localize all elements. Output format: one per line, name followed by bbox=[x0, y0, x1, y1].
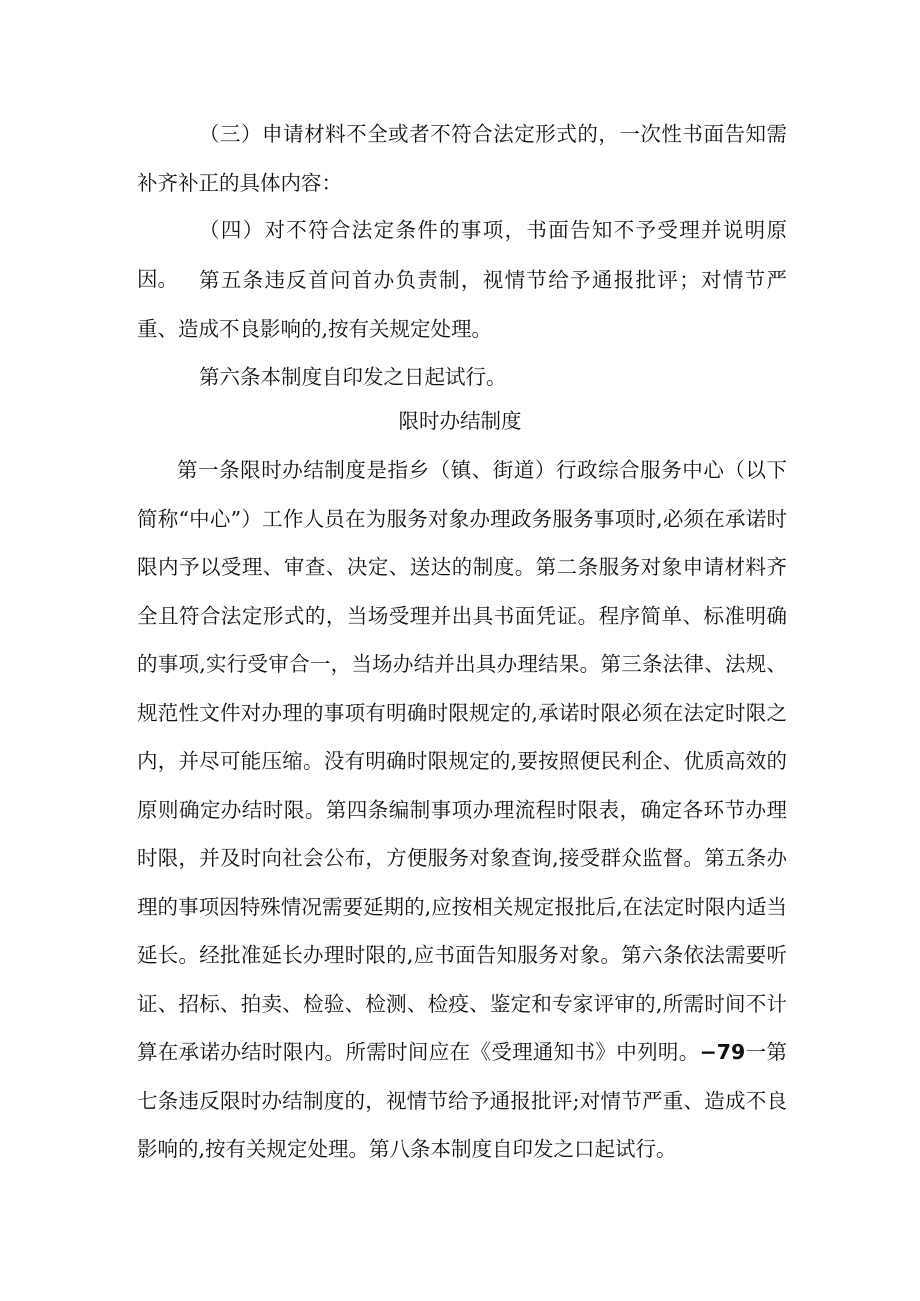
section-title: 限时办结制度 bbox=[398, 409, 522, 433]
paragraph-item-4: （四）对不符合法定条件的事项，书面告知不予受理并说明原因。 bbox=[137, 218, 787, 291]
paragraph-item-3: （三）申请材料不全或者不符合法定形式的，一次性书面告知需补齐补正的具体内容： bbox=[137, 122, 787, 195]
paragraph-article-6: 第六条本制度自印发之日起试行。 bbox=[199, 365, 507, 389]
paragraph-article-5: 第五条违反首问首办负责制，视情节给予通报批评；对情节严重、造成不良影响的,按有关规定处理。 bbox=[137, 268, 787, 341]
body-text-before-page-number: 第一条限时办结制度是指乡（镇、街道）行政综合服务中心（以下简称“中心”）工作人员在为服务对象办理政务服务事项时,必须在承诺时限内予以受理、审查、决定、送达的制度。第二条服务对象申请材料齐全且符合法定形式的，当场受理并出具书面凭证。程序简单、标准明确的事项,实行受审合一，当场办结并出具办理结果。第三条法律、法规、规范性文件对办理的事项有明确时限规定的,承诺时限必须在法定时限之内，并尽可能压缩。没有明确时限规定的,要按照便民利企、优质高效的原则确定办结时限。第四条编制事项办理流程时限表，确定各环节办理时限，并及时向社会公布，方便服务对象查询,接受群众监督。第五条办理的事项因特殊情况需要延期的,应按相关规定报批后,在法定时限内适当延长。经批准延长办理时限的,应书面告知服务对象。第六条依法需要听证、招标、拍卖、检验、检测、检疫、鉴定和专家评审的,所需时间不计算在承诺办结时限内。所需时间应在《受理通知书》中列明。 bbox=[137, 458, 787, 1064]
paragraph-time-limit-body bbox=[137, 446, 787, 1174]
page-number: −79 bbox=[699, 1040, 746, 1064]
body-text-after-page-number: 一第七条违反限时办结制度的，视情节给予通报批评;对情节严重、造成不良影响的,按有关规定处理。第八条本制度自印发之口起试行。 bbox=[137, 1040, 788, 1161]
